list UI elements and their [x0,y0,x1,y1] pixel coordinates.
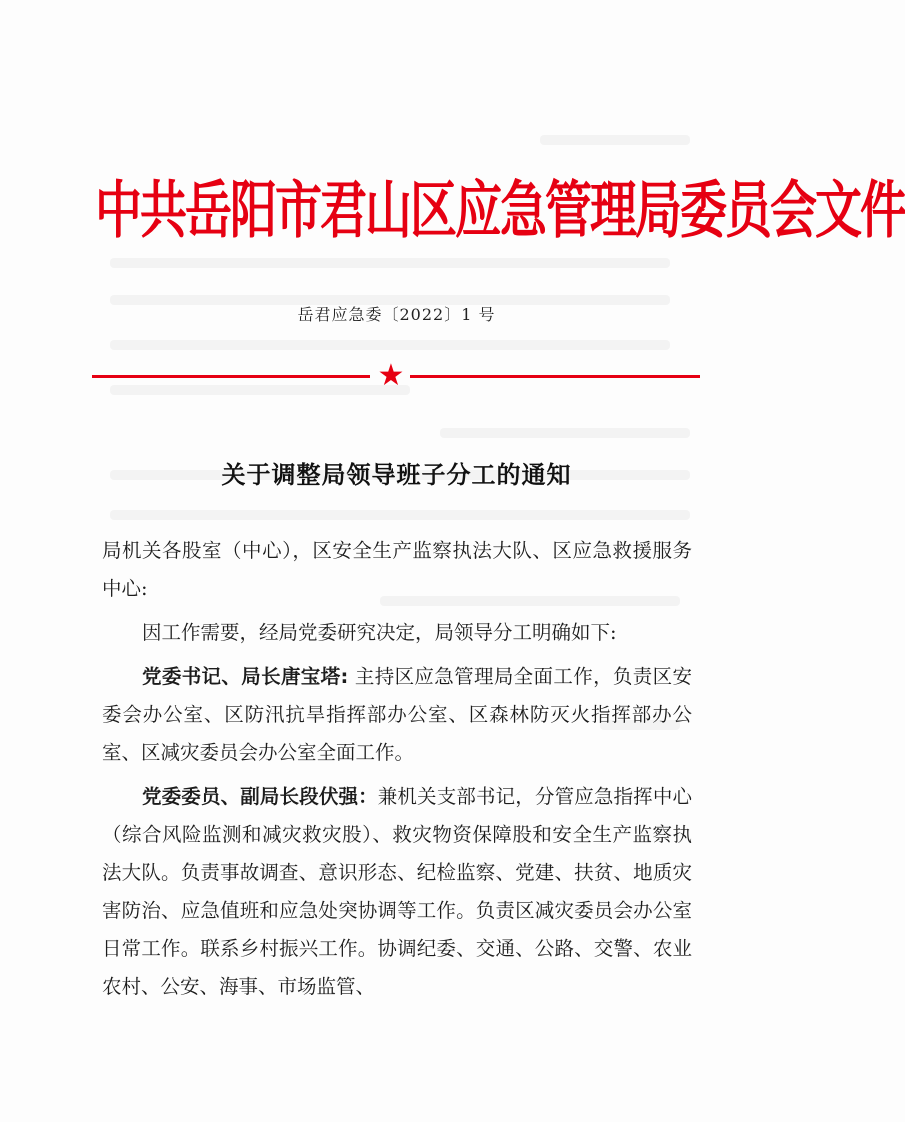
section-text-2: 兼机关支部书记，分管应急指挥中心（综合风险监测和减灾救灾股）、救灾物资保障股和安全生产监察执法大队。负责事故调查、意识形态、纪检监察、党建、扶贫、地质灾害防治、应急值班和应急处突协调等工作。负责区减灾委员会办公室日常工作。联系乡村振兴工作。协调纪委、交通、公路、交警、农业农村、公安、海事、市场监管、 [102,785,692,998]
intro-paragraph: 因工作需要，经局党委研究决定，局领导分工明确如下: [142,621,617,644]
notice-body [102,532,692,1006]
section-paragraph-1 [102,658,692,772]
addressee: 局机关各股室（中心），区安全生产监察执法大队、区应急救援服务中心: [102,539,692,600]
notice-title: 关于调整局领导班子分工的通知 [221,461,572,489]
section-lead-1: 党委书记、局长唐宝塔: [142,665,349,688]
red-star-icon: ★ [377,358,405,393]
section-lead-2: 党委委员、副局长段伏强： [142,785,378,808]
section-paragraph-2 [102,778,692,1006]
document-number: 岳君应急委〔2022〕1 号 [297,305,496,324]
red-divider-left [92,375,370,378]
section-text-1: 主持区应急管理局全面工作，负责区安委会办公室、区防汛抗旱指挥部办公室、区森林防灭火指挥部办公室、区减灾委员会办公室全面工作。 [102,665,692,764]
document-masthead: 中共岳阳市君山区应急管理局委员会文件 [95,174,905,248]
red-divider-right [410,375,700,378]
